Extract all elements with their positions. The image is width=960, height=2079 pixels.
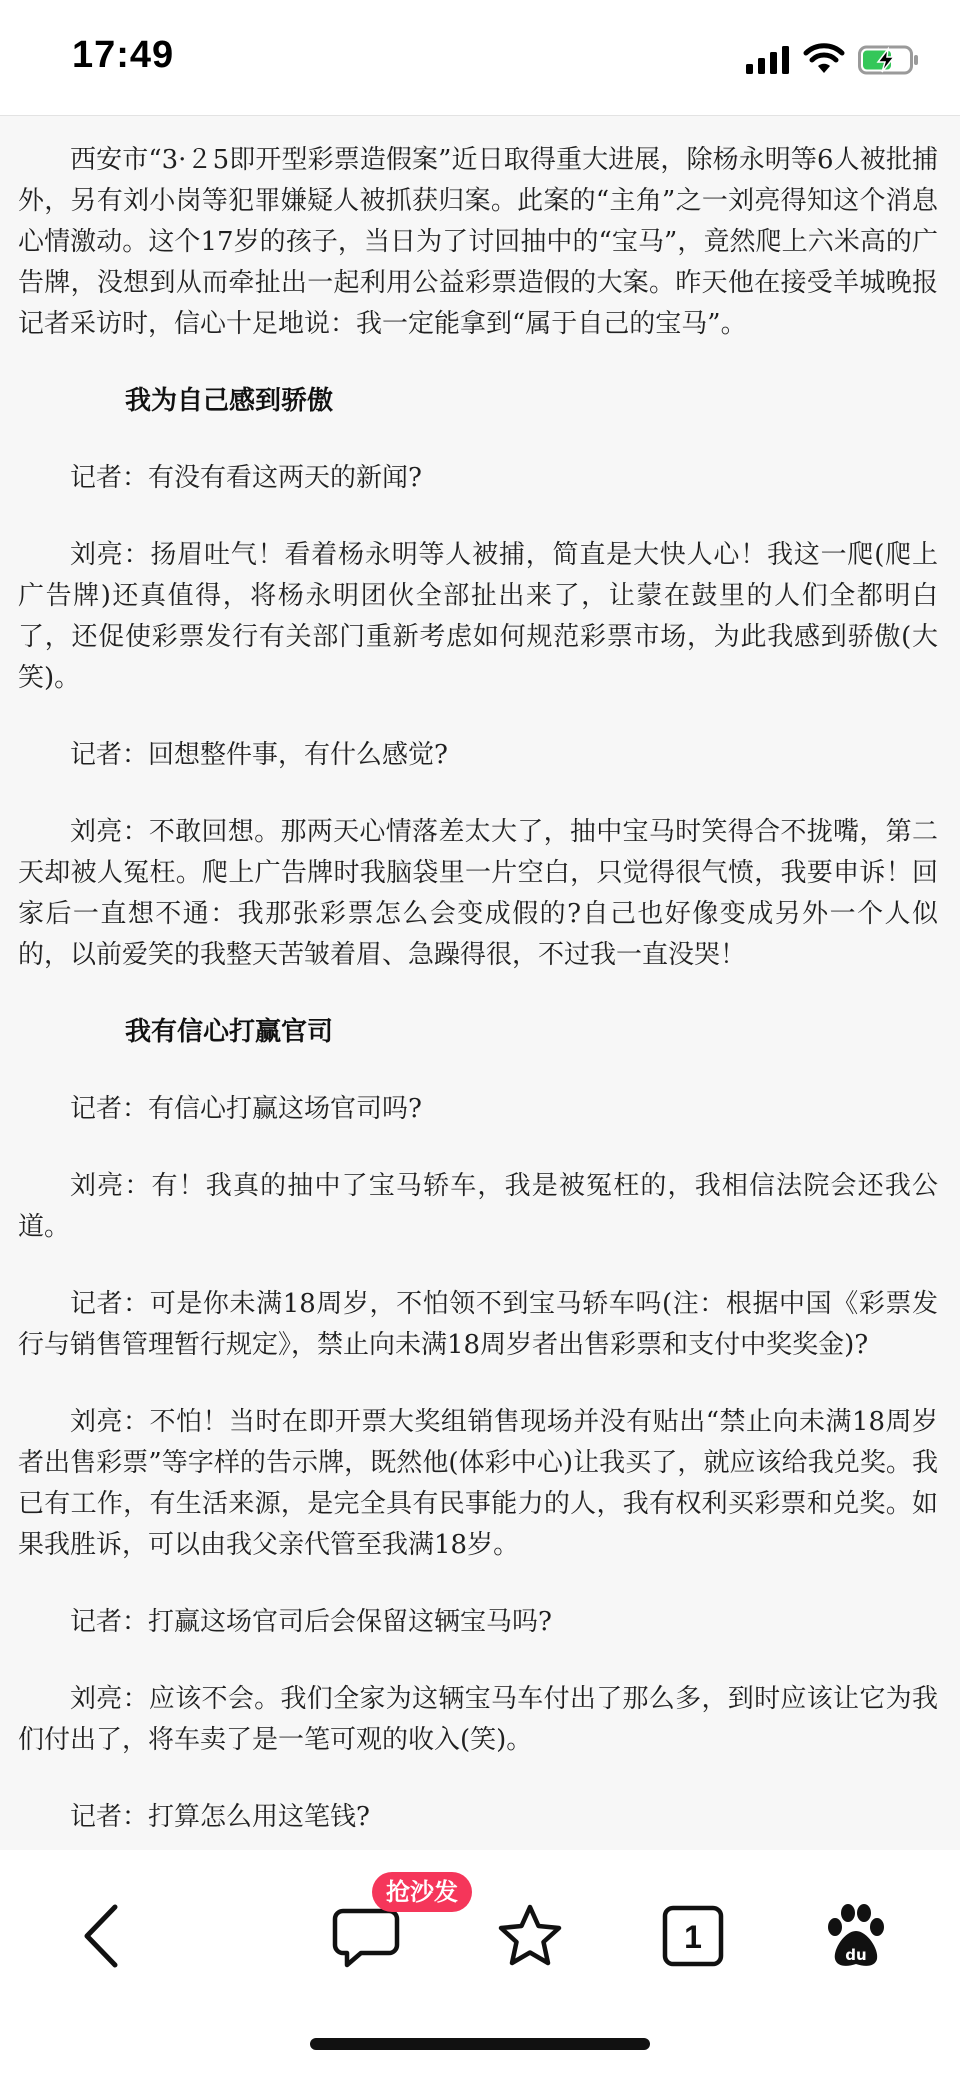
battery-charging-icon [858,44,920,76]
star-icon [495,1902,565,1970]
status-bar [0,0,960,115]
article-paragraph: 记者：有没有看这两天的新闻? [70,463,422,493]
article-paragraph: 刘亮：不敢回想。那两天心情落差太大了，抽中宝马时笑得合不拢嘴，第二天却被人冤枉。爬上广告牌时我脑袋里一片空白，只觉得很气愤，我要申诉！回家后一直想不通：我那张彩票怎么会变成假的?自己也好像变成另外一个人似的，以前爱笑的我整天苦皱着眉、急躁得很，不过我一直没哭！ [18,817,938,970]
back-icon [77,1901,127,1971]
article-content [0,116,960,1915]
status-icons [746,40,920,80]
article-paragraph: 记者：打赢这场官司后会保留这辆宝马吗? [70,1607,552,1637]
article-paragraph: 记者：有信心打赢这场官司吗? [70,1094,422,1124]
wifi-icon [804,45,844,75]
tabs-icon [660,1903,726,1969]
article-view[interactable] [0,115,960,1851]
article-paragraph: 刘亮：应该不会。我们全家为这辆宝马车付出了那么多，到时应该让它为我们付出了，将车卖了是一笔可观的收入(笑)。 [18,1684,938,1755]
comment-icon [331,1903,401,1969]
section-heading: 我为自己感到骄傲 [125,386,334,416]
home-indicator [310,2038,650,2050]
article-paragraph: 刘亮：有！我真的抽中了宝马轿车，我是被冤枉的，我相信法院会还我公道。 [18,1171,938,1242]
tabs-button[interactable] [645,1888,741,1984]
status-time: 17:49 [72,34,175,76]
article-paragraph: 记者：回想整件事，有什么感觉? [70,740,448,770]
section-heading: 我有信心打赢官司 [125,1017,334,1047]
baidu-button[interactable] [808,1888,904,1984]
tab-count: 1 [684,1919,702,1955]
article-paragraph: 记者：可是你未满18周岁，不怕领不到宝马轿车吗(注：根据中国《彩票发行与销售管理暂行规定》，禁止向未满18周岁者出售彩票和支付中奖奖金)? [18,1289,938,1360]
comment-badge[interactable]: 抢沙发 [372,1872,472,1912]
article-paragraph: 西安市“3·２5即开型彩票造假案”近日取得重大进展，除杨永明等6人被批捕外，另有刘小岗等犯罪嫌疑人被抓获归案。此案的“主角”之一刘亮得知这个消息心情激动。这个17岁的孩子，当日为了讨回抽中的“宝马”，竟然爬上六米高的广告牌，没想到从而牵扯出一起利用公益彩票造假的大案。昨天他在接受羊城晚报记者采访时，信心十足地说：我一定能拿到“属于自己的宝马”。 [18,145,938,339]
svg-text:du: du [845,1946,867,1964]
article-paragraph: 刘亮：扬眉吐气！看着杨永明等人被捕，简直是大快人心！我这一爬(爬上广告牌)还真值得，将杨永明团伙全部扯出来了，让蒙在鼓里的人们全都明白了，还促使彩票发行有关部门重新考虑如何规范彩票市场，为此我感到骄傲(大笑)。 [18,540,938,693]
back-button[interactable] [54,1888,150,1984]
baidu-paw-icon [821,1901,891,1971]
cellular-signal-icon [746,46,790,74]
article-paragraph: 记者：打算怎么用这笔钱? [70,1802,370,1832]
favorite-button[interactable] [482,1888,578,1984]
article-paragraph: 刘亮：不怕！当时在即开票大奖组销售现场并没有贴出“禁止向未满18周岁者出售彩票”等字样的告示牌，既然他(体彩中心)让我买了，就应该给我兑奖。我已有工作，有生活来源，是完全具有民事能力的人，我有权利买彩票和兑奖。如果我胜诉，可以由我父亲代管至我满18岁。 [18,1407,938,1560]
